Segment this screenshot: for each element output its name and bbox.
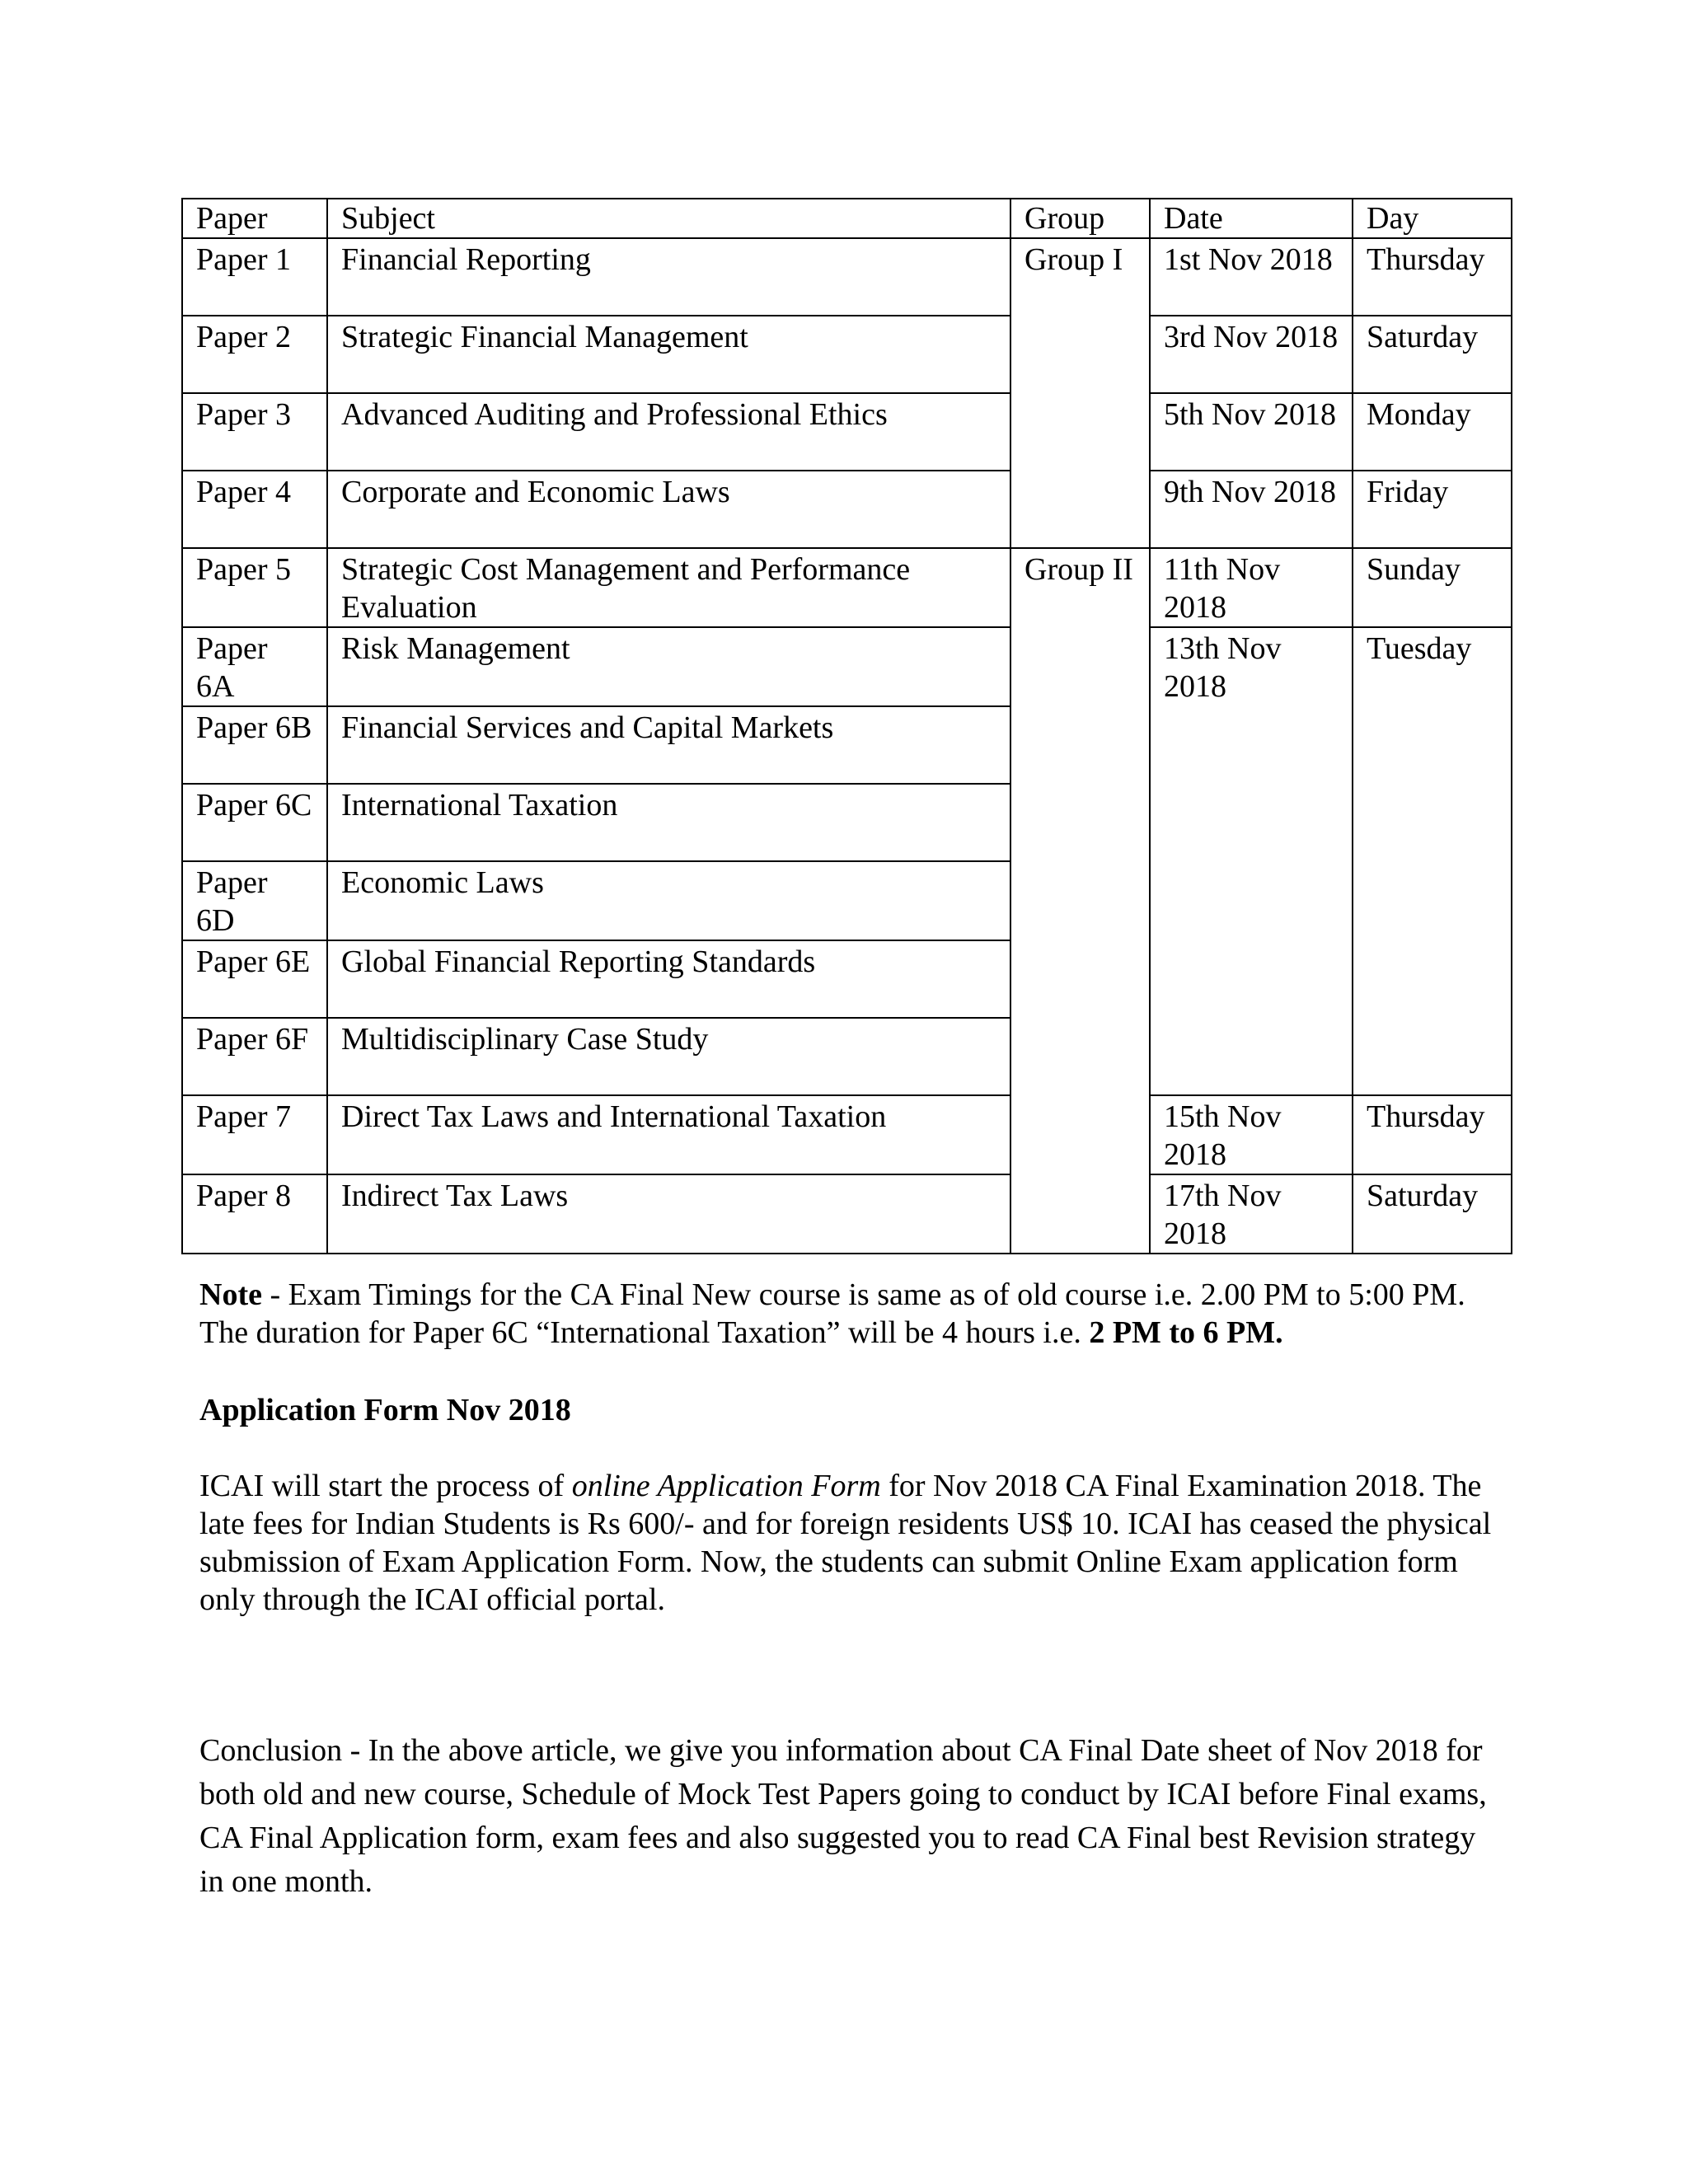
- subject-cell: Global Financial Reporting Standards: [327, 940, 1010, 1018]
- paper-cell: Paper 5: [182, 548, 327, 627]
- application-italic: online Application Form: [571, 1469, 881, 1503]
- table-row: [182, 238, 1512, 316]
- paper-cell: Paper 6F: [182, 1018, 327, 1095]
- subject-cell: Strategic Cost Management and Performance Evaluation: [327, 548, 1010, 627]
- group-cell: Group II: [1010, 548, 1150, 1254]
- day-cell: Thursday: [1353, 238, 1512, 316]
- header-date: Date: [1150, 199, 1353, 238]
- table-row: [182, 316, 1512, 393]
- date-cell: 5th Nov 2018: [1150, 393, 1353, 471]
- application-text-before: ICAI will start the process of: [199, 1469, 572, 1503]
- subject-cell: Risk Management: [327, 627, 1010, 706]
- header-paper: Paper: [182, 199, 327, 238]
- paper-cell: Paper 6B: [182, 706, 327, 784]
- paper-cell: Paper 6C: [182, 784, 327, 861]
- subject-cell: Multidisciplinary Case Study: [327, 1018, 1010, 1095]
- header-day: Day: [1353, 199, 1512, 238]
- subject-cell: Financial Services and Capital Markets: [327, 706, 1010, 784]
- table-header-row: [182, 199, 1512, 238]
- day-cell: Friday: [1353, 471, 1512, 548]
- header-subject: Subject: [327, 199, 1010, 238]
- subject-cell: Financial Reporting: [327, 238, 1010, 316]
- paper-cell: Paper 8: [182, 1174, 327, 1254]
- exam-schedule-table: [181, 198, 1512, 1254]
- day-cell: Tuesday: [1353, 627, 1512, 1095]
- table-row: [182, 1174, 1512, 1254]
- paper-cell: Paper 6A: [182, 627, 327, 706]
- subject-cell: Advanced Auditing and Professional Ethics: [327, 393, 1010, 471]
- table-row: [182, 393, 1512, 471]
- day-cell: Thursday: [1353, 1095, 1512, 1174]
- subject-cell: International Taxation: [327, 784, 1010, 861]
- date-cell: 3rd Nov 2018: [1150, 316, 1353, 393]
- note-label: Note: [199, 1277, 262, 1312]
- date-cell: 17th Nov 2018: [1150, 1174, 1353, 1254]
- paper-cell: Paper 6E: [182, 940, 327, 1018]
- application-heading: Application Form Nov 2018: [199, 1393, 571, 1427]
- table-row: [182, 1095, 1512, 1174]
- paper-cell: Paper 1: [182, 238, 327, 316]
- subject-cell: Indirect Tax Laws: [327, 1174, 1010, 1254]
- subject-cell: Corporate and Economic Laws: [327, 471, 1010, 548]
- date-cell: 1st Nov 2018: [1150, 238, 1353, 316]
- paper-cell: Paper 4: [182, 471, 327, 548]
- subject-cell: Strategic Financial Management: [327, 316, 1010, 393]
- group-cell: Group I: [1010, 238, 1150, 548]
- note-emphasis: 2 PM to 6 PM.: [1089, 1315, 1283, 1350]
- day-cell: Sunday: [1353, 548, 1512, 627]
- header-group: Group: [1010, 199, 1150, 238]
- application-paragraph: [199, 1467, 1518, 1619]
- day-cell: Monday: [1353, 393, 1512, 471]
- subject-cell: Economic Laws: [327, 861, 1010, 940]
- note-text: - Exam Timings for the CA Final New course is same as of old course i.e. 2.00 PM to 5:00 PM. The duration for Paper 6C “International Taxation” will be 4 hours i.e.: [199, 1277, 1465, 1350]
- exam-timing-note: [199, 1276, 1518, 1352]
- date-cell: 9th Nov 2018: [1150, 471, 1353, 548]
- date-cell: 11th Nov 2018: [1150, 548, 1353, 627]
- paper-cell: Paper 3: [182, 393, 327, 471]
- paper-cell: Paper 7: [182, 1095, 327, 1174]
- paper-cell: Paper 2: [182, 316, 327, 393]
- date-cell: 15th Nov 2018: [1150, 1095, 1353, 1174]
- date-cell: 13th Nov 2018: [1150, 627, 1353, 1095]
- table-row: [182, 471, 1512, 548]
- conclusion-paragraph: Conclusion - In the above article, we give you information about CA Final Date sheet of Nov 2018 for both old and new course, Schedule of Mock Test Papers going to conduct by ICAI before Final exams, CA Final Application form, exam fees and also suggested you to read CA Final best Revision strategy in one month.: [199, 1733, 1487, 1899]
- day-cell: Saturday: [1353, 316, 1512, 393]
- paper-cell: Paper 6D: [182, 861, 327, 940]
- table-row: [182, 627, 1512, 706]
- table-row: [182, 548, 1512, 627]
- subject-cell: Direct Tax Laws and International Taxation: [327, 1095, 1010, 1174]
- day-cell: Saturday: [1353, 1174, 1512, 1254]
- application-text-after: for Nov 2018 CA Final Examination 2018. The late fees for Indian Students is Rs 600/- and for foreign residents US$ 10. ICAI has ceased the physical submission of Exam Application Form. Now, the students can submit Online Exam application form only through the ICAI official portal.: [199, 1469, 1492, 1617]
